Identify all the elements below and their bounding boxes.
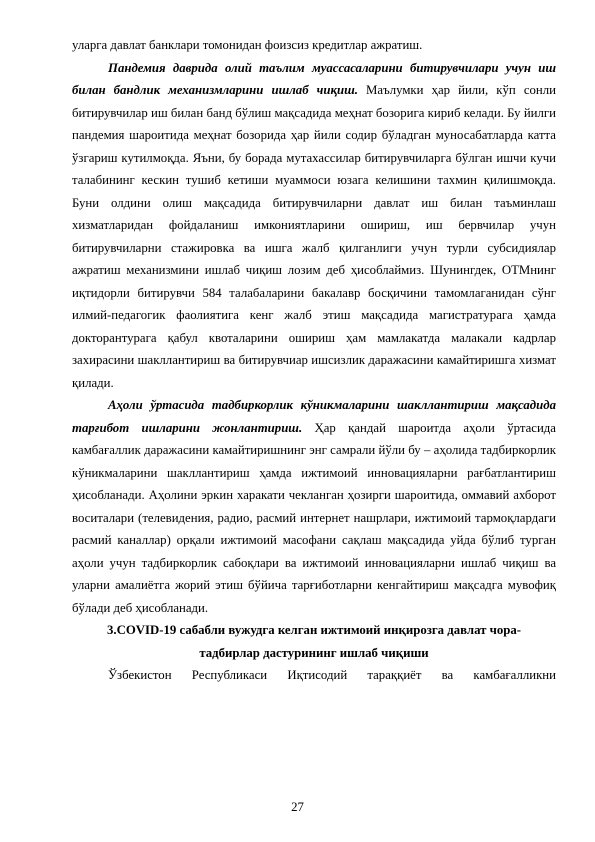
paragraph-graduates-text: Маълумки ҳар йили, кўп сонли битирувчилар иш билан банд бўлиш мақсадида меҳнат бозорига кириб келади. Бу йилги пандемия шароитида меҳнат бозорида ҳар йили содир бўладган муносабатларда катта ўзгариш кутилмоқда. Яъни, бу борада мутахассилар битирувчиларга бўлган ишчи кучи талабининг кескин тушиб кетиши муаммоси юзага келишини тахмин қилишмоқда. Буни олдини олиш мақсадида битирувчиларни давлат иш билан таъминлаш хизматларидан фойдаланиш имкониятларини ошириш, иш бервчилар учун битирувчиларни стажировка ва ишга жалб қилганлиги учун турли субсидиялар ажратиш механизмини ишлаб чиқиш лозим деб ҳисоблаймиз. Шунингдек, ОТМнинг иқтидорли битирувчи 584 талабаларини бакалавр босқичини тамомлаганидан сўнг илмий-педагогик фаолиятига кенг жалб этиш мақсадида магистратурага ҳамда докторантурага қабул квоталарини ошириш ҳам мамлакатда малакали кадрлар захирасини шакллантириш ва битирувчиар ишсизлик даражасини камайтиришга хизмат қилади. [72,83,556,390]
paragraph-entrepreneurship-text: Ҳар қандай шароитда аҳоли ўртасида камбағаллик даражасини камайтиришнинг энг самрали йўли бу – аҳолида тадбиркорлик кўникмаларини шакллантириш ҳамда ижтимоий инновацияларни рағбатлантириш ҳисобланади. Аҳолини эркин харакати чекланган ҳозирги шароитида, оммавий ахборот воситалари (телевидения, радио, расмий интернет нашрлари, ижтимоий тармоқлардаги расмий каналлар) орқали ижтимоий масофани сақлаш мақсадида уйда бўлиб турган аҳоли учун тадбиркорлик сабоқлари ва ижтимоий инновацияларни ишлаб чиқиш ва уларни амалиётга жорий этиш бўйича тарғиботларни кенгайтириш мақсадга мувофиқ бўлади деб ҳисобланади. [72,420,556,615]
page-number: 27 [291,800,304,814]
paragraph-entrepreneurship-heading: Аҳоли ўртасида тадбиркорлик кўникмаларини шакллантириш мақсадида тарғибот ишларини жонлантириш. [72,398,556,435]
document-page [72,34,556,687]
paragraph-uzbekistan: Ўзбекистон Республикаси Иқтисодий тараққиёт ва камбағалликни [108,668,556,682]
paragraph-credit: уларга давлат банклари томонидан фоизсиз кредитлар ажратиш. [72,38,423,52]
paragraph-graduates-heading: Пандемия даврида олий таълим муассасаларини битирувчилари учун иш билан бандлик механизмларини ишлаб чиқиш. [72,60,556,97]
section-heading-line-1: 3.COVID-19 сабабли вужудга келган ижтимоий инқирозга давлат чора- [106,623,522,637]
section-heading [72,619,556,664]
paragraph-entrepreneurship [72,394,556,619]
section-heading-line-2: тадбирлар дастурининг ишлаб чиқиши [199,645,429,660]
paragraph-graduates [72,57,556,395]
